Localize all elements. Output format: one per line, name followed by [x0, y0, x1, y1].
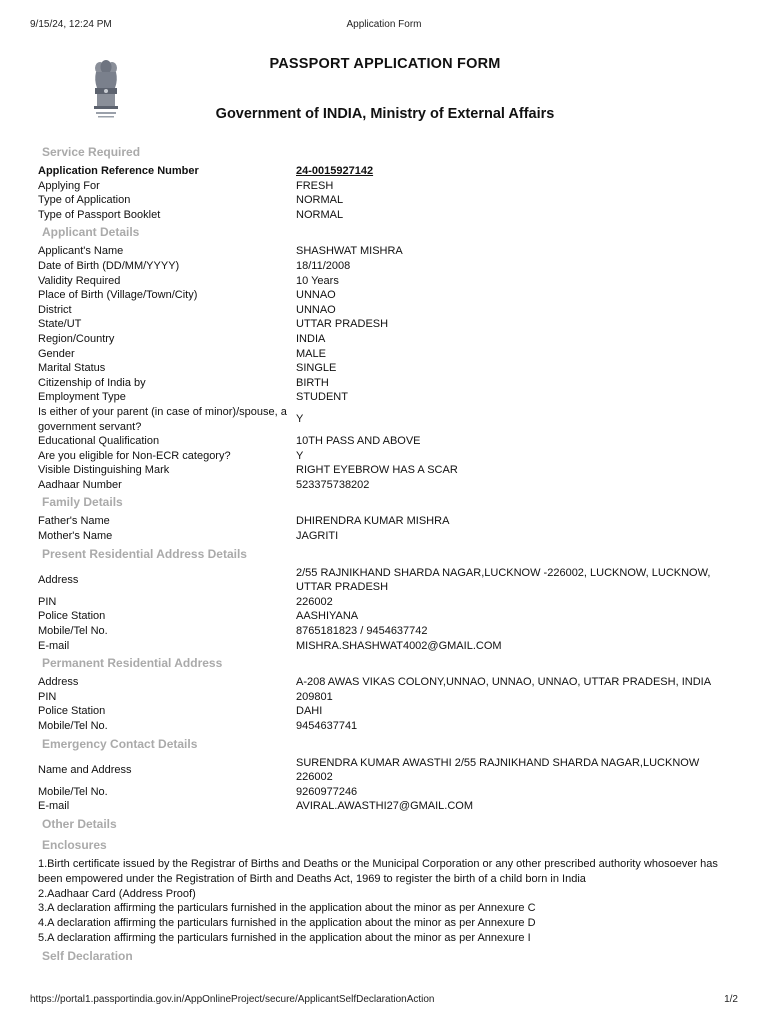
field-value: 9260977246 [296, 785, 358, 798]
detail-row [38, 332, 738, 347]
print-page-title: Application Form [346, 19, 422, 30]
detail-row [38, 609, 738, 624]
detail-row [38, 361, 738, 376]
section-heading-applicant-details: Applicant Details [42, 225, 140, 240]
section-heading-family-details: Family Details [42, 495, 123, 510]
detail-row [38, 478, 738, 493]
field-value: SINGLE [296, 362, 337, 375]
field-value: 523375738202 [296, 478, 370, 491]
field-value: 10TH PASS AND ABOVE [296, 435, 421, 448]
field-value: 226002 [296, 595, 333, 608]
detail-row [38, 704, 738, 719]
field-label: Employment Type [38, 391, 126, 404]
field-value: AVIRAL.AWASTHI27@GMAIL.COM [296, 800, 474, 813]
field-label: Address [38, 676, 79, 689]
enclosure-item: 2.Aadhaar Card (Address Proof) [38, 887, 196, 900]
field-value: UNNAO [296, 303, 336, 316]
detail-row [38, 434, 738, 449]
enclosure-item: 5.A declaration affirming the particulars furnished in the application about the minor as per Annexure I [38, 931, 531, 944]
field-label: Educational Qualification [38, 435, 160, 448]
section-heading-self-declaration: Self Declaration [42, 948, 133, 963]
field-label: Police Station [38, 610, 106, 623]
enclosure-item: 3.A declaration affirming the particulars furnished in the application about the minor as per Annexure C [38, 902, 536, 915]
field-label: Is either of your parent (in case of minor)/spouse, a government servant? [38, 405, 287, 433]
detail-row [38, 449, 738, 464]
detail-row [38, 193, 738, 208]
field-value: MISHRA.SHASHWAT4002@GMAIL.COM [296, 639, 502, 652]
detail-row [38, 719, 738, 734]
section-heading-permanent-address: Permanent Residential Address [42, 656, 223, 671]
field-label: PIN [38, 595, 57, 608]
field-value: 2/55 RAJNIKHAND SHARDA NAGAR,LUCKNOW -226002, LUCKNOW, LUCKNOW, UTTAR PRADESH [296, 566, 711, 594]
field-label: Aadhaar Number [38, 478, 122, 491]
detail-row [38, 390, 738, 405]
section-heading-enclosures: Enclosures [42, 837, 107, 852]
form-content [38, 142, 738, 968]
field-value: INDIA [296, 332, 326, 345]
print-timestamp: 9/15/24, 12:24 PM [30, 19, 112, 30]
field-value: 24-0015927142 [296, 165, 374, 177]
detail-row [38, 624, 738, 639]
detail-row [38, 514, 738, 529]
print-header [30, 19, 738, 33]
field-value: 209801 [296, 690, 333, 703]
field-value: FRESH [296, 179, 334, 192]
field-label: Region/Country [38, 332, 115, 345]
field-label: Mobile/Tel No. [38, 625, 108, 638]
detail-row [38, 595, 738, 610]
field-value: SURENDRA KUMAR AWASTHI 2/55 RAJNIKHAND SHARDA NAGAR,LUCKNOW 226002 [296, 756, 700, 784]
field-label: Application Reference Number [38, 165, 199, 177]
section-heading-present-address: Present Residential Address Details [42, 546, 247, 561]
detail-row [38, 785, 738, 800]
field-label: Mobile/Tel No. [38, 785, 108, 798]
field-label: Visible Distinguishing Mark [38, 464, 170, 477]
page-number: 1/2 [724, 994, 738, 1005]
field-value: Y [296, 449, 304, 462]
detail-row [38, 179, 738, 194]
form-subtitle: Government of INDIA, Ministry of External Affairs [215, 106, 555, 122]
detail-row [38, 317, 738, 332]
section-heading-other-details: Other Details [42, 816, 117, 831]
detail-row [38, 259, 738, 274]
detail-row [38, 405, 738, 434]
detail-row [38, 639, 738, 654]
field-value: UTTAR PRADESH [296, 318, 389, 331]
detail-row [38, 208, 738, 223]
field-value: 10 Years [296, 274, 339, 287]
field-value: DHIRENDRA KUMAR MISHRA [296, 515, 450, 528]
field-label: Mother's Name [38, 530, 113, 543]
detail-row [38, 303, 738, 318]
field-label: Place of Birth (Village/Town/City) [38, 289, 198, 302]
field-label: Applying For [38, 179, 100, 192]
detail-row [38, 690, 738, 705]
field-label: Type of Application [38, 194, 131, 207]
detail-row [38, 566, 738, 595]
detail-row [38, 244, 738, 259]
field-label: Applicant's Name [38, 245, 124, 258]
field-value: RIGHT EYEBROW HAS A SCAR [296, 464, 458, 477]
field-label: State/UT [38, 318, 82, 331]
detail-row [38, 756, 738, 785]
field-value: JAGRITI [296, 530, 339, 543]
field-label: Date of Birth (DD/MM/YYYY) [38, 259, 180, 272]
field-label: PIN [38, 690, 57, 703]
field-value: Y [296, 413, 304, 426]
field-value: AASHIYANA [296, 610, 359, 623]
field-label: Type of Passport Booklet [38, 208, 161, 221]
field-value: MALE [296, 347, 326, 360]
form-title: PASSPORT APPLICATION FORM [269, 56, 501, 72]
detail-row [38, 529, 738, 544]
field-value: SHASHWAT MISHRA [296, 245, 403, 258]
enclosure-item: 4.A declaration affirming the particulars furnished in the application about the minor as per Annexure D [38, 917, 536, 930]
detail-row [38, 463, 738, 478]
field-label: E-mail [38, 800, 70, 813]
enclosure-item: 1.Birth certificate issued by the Registrar of Births and Deaths or the Municipal Corporation or any other prescribed authority whosoever has been empowered under the Registration of Birth and Deaths Act, 1969 to register the birth of a child born in India [38, 857, 718, 885]
detail-row [38, 347, 738, 362]
field-label: Gender [38, 347, 75, 360]
field-label: Address [38, 573, 79, 586]
section-heading-service-required: Service Required [42, 145, 141, 159]
field-value: NORMAL [296, 194, 344, 207]
detail-row [38, 376, 738, 391]
field-label: Are you eligible for Non-ECR category? [38, 449, 231, 462]
field-value: NORMAL [296, 208, 344, 221]
field-value: 18/11/2008 [296, 259, 351, 272]
field-label: Mobile/Tel No. [38, 720, 108, 732]
field-label: E-mail [38, 639, 70, 652]
field-label: Citizenship of India by [38, 376, 146, 389]
field-label: District [38, 303, 72, 316]
detail-row [38, 274, 738, 289]
field-label: Name and Address [38, 763, 132, 776]
detail-row [38, 675, 738, 690]
field-label: Police Station [38, 705, 106, 718]
detail-row [38, 288, 738, 303]
detail-row [38, 164, 738, 179]
detail-row [38, 799, 738, 814]
field-value: DAHI [296, 705, 323, 718]
field-value: A-208 AWAS VIKAS COLONY,UNNAO, UNNAO, UNNAO, UTTAR PRADESH, INDIA [296, 676, 712, 689]
field-label: Validity Required [38, 274, 121, 287]
field-label: Marital Status [38, 362, 106, 375]
page-url: https://portal1.passportindia.gov.in/AppOnlineProject/secure/ApplicantSelfDeclarationAction [30, 994, 435, 1005]
field-label: Father's Name [38, 515, 110, 528]
field-value: 8765181823 / 9454637742 [296, 625, 428, 638]
field-value: UNNAO [296, 289, 336, 302]
section-heading-emergency-contact: Emergency Contact Details [42, 736, 198, 751]
field-value: BIRTH [296, 376, 329, 389]
field-value: 9454637741 [296, 720, 358, 732]
field-value: STUDENT [296, 391, 348, 404]
